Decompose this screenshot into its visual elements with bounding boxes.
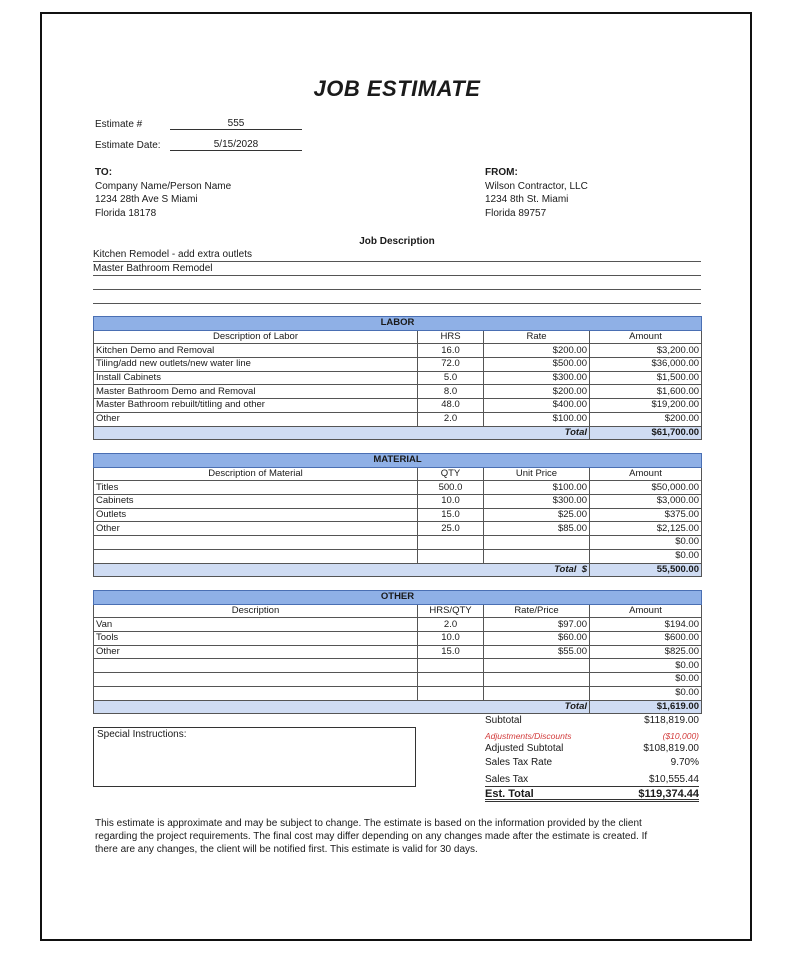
table-row xyxy=(94,632,702,646)
table-row xyxy=(94,344,702,358)
sales-tax-value: $10,555.44 xyxy=(648,774,699,785)
cell-amount: $0.00 xyxy=(590,673,702,687)
cell-rate: $100.00 xyxy=(484,412,590,426)
total-row xyxy=(94,700,702,714)
cell-rate: $500.00 xyxy=(484,358,590,372)
cell-amount: $200.00 xyxy=(590,412,702,426)
cell-qty: 10.0 xyxy=(418,495,484,509)
to-line: Florida 18178 xyxy=(95,207,157,219)
table-row xyxy=(94,385,702,399)
cell-hrs: 5.0 xyxy=(418,371,484,385)
column-header: Description of Labor xyxy=(94,330,418,344)
column-header: Amount xyxy=(590,330,702,344)
estimate-date-label: Estimate Date: xyxy=(95,140,161,151)
estimate-number-label: Estimate # xyxy=(95,119,143,130)
cell-qty: 25.0 xyxy=(418,522,484,536)
disclaimer-line: regarding the project requirements. The final cost may differ depending on any changes made after the estimate is created. If xyxy=(95,831,648,842)
table-row xyxy=(94,522,702,536)
table-row xyxy=(94,399,702,413)
other-total-value: $1,619.00 xyxy=(590,700,702,714)
cell-amount: $1,500.00 xyxy=(590,371,702,385)
table-row xyxy=(94,659,702,673)
cell-rate: $200.00 xyxy=(484,344,590,358)
material-total-label xyxy=(484,563,590,577)
estimate-date-value: 5/15/2028 xyxy=(170,139,302,151)
job-description-line xyxy=(93,290,701,304)
table-row xyxy=(94,673,702,687)
cell-rate-price xyxy=(484,659,590,673)
table-row xyxy=(94,686,702,700)
cell-rate-price xyxy=(484,686,590,700)
job-description-line xyxy=(93,276,701,290)
column-header: Description xyxy=(94,604,418,618)
cell-description: Other xyxy=(94,522,418,536)
cell-amount: $0.00 xyxy=(590,536,702,550)
material-section-header: MATERIAL xyxy=(94,454,702,468)
cell-unit-price: $85.00 xyxy=(484,522,590,536)
column-header: Rate xyxy=(484,330,590,344)
cell-description: Other xyxy=(94,412,418,426)
job-description-line: Master Bathroom Remodel xyxy=(93,262,701,276)
cell-unit-price xyxy=(484,536,590,550)
cell-description: Install Cabinets xyxy=(94,371,418,385)
column-header: Unit Price xyxy=(484,467,590,481)
cell-description: Master Bathroom Demo and Removal xyxy=(94,385,418,399)
cell-hrs-qty: 15.0 xyxy=(418,645,484,659)
column-header: Amount xyxy=(590,467,702,481)
tax-rate-label: Sales Tax Rate xyxy=(485,757,553,768)
special-instructions-box[interactable] xyxy=(93,727,416,787)
table-row xyxy=(94,371,702,385)
cell-amount: $825.00 xyxy=(590,645,702,659)
from-line: Wilson Contractor, LLC xyxy=(485,180,588,192)
cell-description xyxy=(94,686,418,700)
est-total-value: $119,374.44 xyxy=(638,788,699,800)
cell-amount: $2,125.00 xyxy=(590,522,702,536)
adjusted-subtotal-label: Adjusted Subtotal xyxy=(485,743,564,754)
sales-tax-label: Sales Tax xyxy=(485,774,529,785)
disclaimer-line: This estimate is approximate and may be subject to change. The estimate is based on the information provided by the client xyxy=(95,818,642,829)
job-description-line: Kitchen Remodel - add extra outlets xyxy=(93,248,701,262)
table-row xyxy=(94,549,702,563)
cell-description: Master Bathroom rebuilt/titling and other xyxy=(94,399,418,413)
total-currency-symbol: $ xyxy=(581,563,587,575)
table-row xyxy=(94,536,702,550)
table-row xyxy=(94,618,702,632)
disclaimer-text xyxy=(95,817,705,856)
table-row xyxy=(94,508,702,522)
document-title: JOB ESTIMATE xyxy=(313,76,481,101)
cell-unit-price: $300.00 xyxy=(484,495,590,509)
cell-description: Cabinets xyxy=(94,495,418,509)
table-row xyxy=(94,358,702,372)
cell-hrs: 16.0 xyxy=(418,344,484,358)
cell-rate-price: $97.00 xyxy=(484,618,590,632)
special-instructions-label: Special Instructions: xyxy=(97,729,187,740)
cell-rate-price: $55.00 xyxy=(484,645,590,659)
adjusted-subtotal-row xyxy=(485,743,699,754)
tax-rate-value: 9.70% xyxy=(670,757,699,768)
adjustments-value: ($10,000) xyxy=(662,731,699,741)
table-row xyxy=(94,495,702,509)
to-block xyxy=(95,166,231,220)
cell-hrs: 8.0 xyxy=(418,385,484,399)
adjusted-subtotal-value: $108,819.00 xyxy=(643,743,699,754)
cell-rate: $300.00 xyxy=(484,371,590,385)
cell-description: Tiling/add new outlets/new water line xyxy=(94,358,418,372)
cell-hrs-qty xyxy=(418,673,484,687)
tax-rate-row xyxy=(485,757,699,768)
cell-rate-price xyxy=(484,673,590,687)
cell-hrs-qty xyxy=(418,686,484,700)
total-row xyxy=(94,563,702,577)
from-line: Florida 89757 xyxy=(485,207,547,219)
subtotal-row xyxy=(485,715,699,726)
cell-description: Outlets xyxy=(94,508,418,522)
column-header: HRS xyxy=(418,330,484,344)
cell-rate: $200.00 xyxy=(484,385,590,399)
material-total-value: 55,500.00 xyxy=(590,563,702,577)
cell-rate: $400.00 xyxy=(484,399,590,413)
table-row xyxy=(94,412,702,426)
cell-amount: $3,200.00 xyxy=(590,344,702,358)
material-table xyxy=(93,453,702,577)
subtotal-value: $118,819.00 xyxy=(644,715,699,726)
cell-qty xyxy=(418,549,484,563)
to-line: Company Name/Person Name xyxy=(95,180,232,192)
total-row xyxy=(94,426,702,440)
cell-description xyxy=(94,536,418,550)
cell-description xyxy=(94,549,418,563)
from-heading: FROM: xyxy=(485,167,518,178)
other-table xyxy=(93,590,702,714)
cell-hrs: 2.0 xyxy=(418,412,484,426)
cell-unit-price: $100.00 xyxy=(484,481,590,495)
cell-amount: $194.00 xyxy=(590,618,702,632)
column-header: Amount xyxy=(590,604,702,618)
cell-description: Tools xyxy=(94,632,418,646)
est-total-row xyxy=(485,786,699,802)
cell-unit-price xyxy=(484,549,590,563)
cell-amount: $36,000.00 xyxy=(590,358,702,372)
column-header: HRS/QTY xyxy=(418,604,484,618)
cell-description: Titles xyxy=(94,481,418,495)
cell-amount: $600.00 xyxy=(590,632,702,646)
cell-description: Van xyxy=(94,618,418,632)
cell-amount: $0.00 xyxy=(590,659,702,673)
cell-description xyxy=(94,673,418,687)
column-header: Rate/Price xyxy=(484,604,590,618)
other-section-header: OTHER xyxy=(94,591,702,605)
cell-unit-price: $25.00 xyxy=(484,508,590,522)
total-label-text: Total xyxy=(554,563,577,575)
labor-total-label: Total xyxy=(484,426,590,440)
from-line: 1234 8th St. Miami xyxy=(485,194,569,205)
from-block xyxy=(485,166,588,220)
subtotal-label: Subtotal xyxy=(485,715,522,726)
column-header: Description of Material xyxy=(94,467,418,481)
cell-description xyxy=(94,659,418,673)
cell-description: Kitchen Demo and Removal xyxy=(94,344,418,358)
table-row xyxy=(94,645,702,659)
sales-tax-row xyxy=(485,774,699,785)
cell-amount: $0.00 xyxy=(590,686,702,700)
cell-hrs: 72.0 xyxy=(418,358,484,372)
cell-qty xyxy=(418,536,484,550)
cell-rate-price: $60.00 xyxy=(484,632,590,646)
disclaimer-line: there are any changes, the client will be notified first. This estimate is valid for 30 days. xyxy=(95,844,478,855)
adjustments-row xyxy=(485,731,699,741)
estimate-number-value: 555 xyxy=(170,118,302,130)
adjustments-label: Adjustments/Discounts xyxy=(485,731,572,741)
other-total-label: Total xyxy=(484,700,590,714)
labor-section-header: LABOR xyxy=(94,317,702,331)
to-line: 1234 28th Ave S Miami xyxy=(95,194,198,205)
cell-hrs-qty: 10.0 xyxy=(418,632,484,646)
cell-amount: $3,000.00 xyxy=(590,495,702,509)
cell-hrs-qty: 2.0 xyxy=(418,618,484,632)
cell-amount: $1,600.00 xyxy=(590,385,702,399)
cell-hrs: 48.0 xyxy=(418,399,484,413)
cell-qty: 500.0 xyxy=(418,481,484,495)
column-header: QTY xyxy=(418,467,484,481)
to-heading: TO: xyxy=(95,167,113,178)
labor-table xyxy=(93,316,702,440)
table-row xyxy=(94,481,702,495)
cell-amount: $0.00 xyxy=(590,549,702,563)
cell-description: Other xyxy=(94,645,418,659)
cell-amount: $375.00 xyxy=(590,508,702,522)
cell-hrs-qty xyxy=(418,659,484,673)
cell-qty: 15.0 xyxy=(418,508,484,522)
labor-total-value: $61,700.00 xyxy=(590,426,702,440)
cell-amount: $19,200.00 xyxy=(590,399,702,413)
job-description-heading: Job Description xyxy=(359,236,435,247)
est-total-label: Est. Total xyxy=(485,788,534,800)
cell-amount: $50,000.00 xyxy=(590,481,702,495)
